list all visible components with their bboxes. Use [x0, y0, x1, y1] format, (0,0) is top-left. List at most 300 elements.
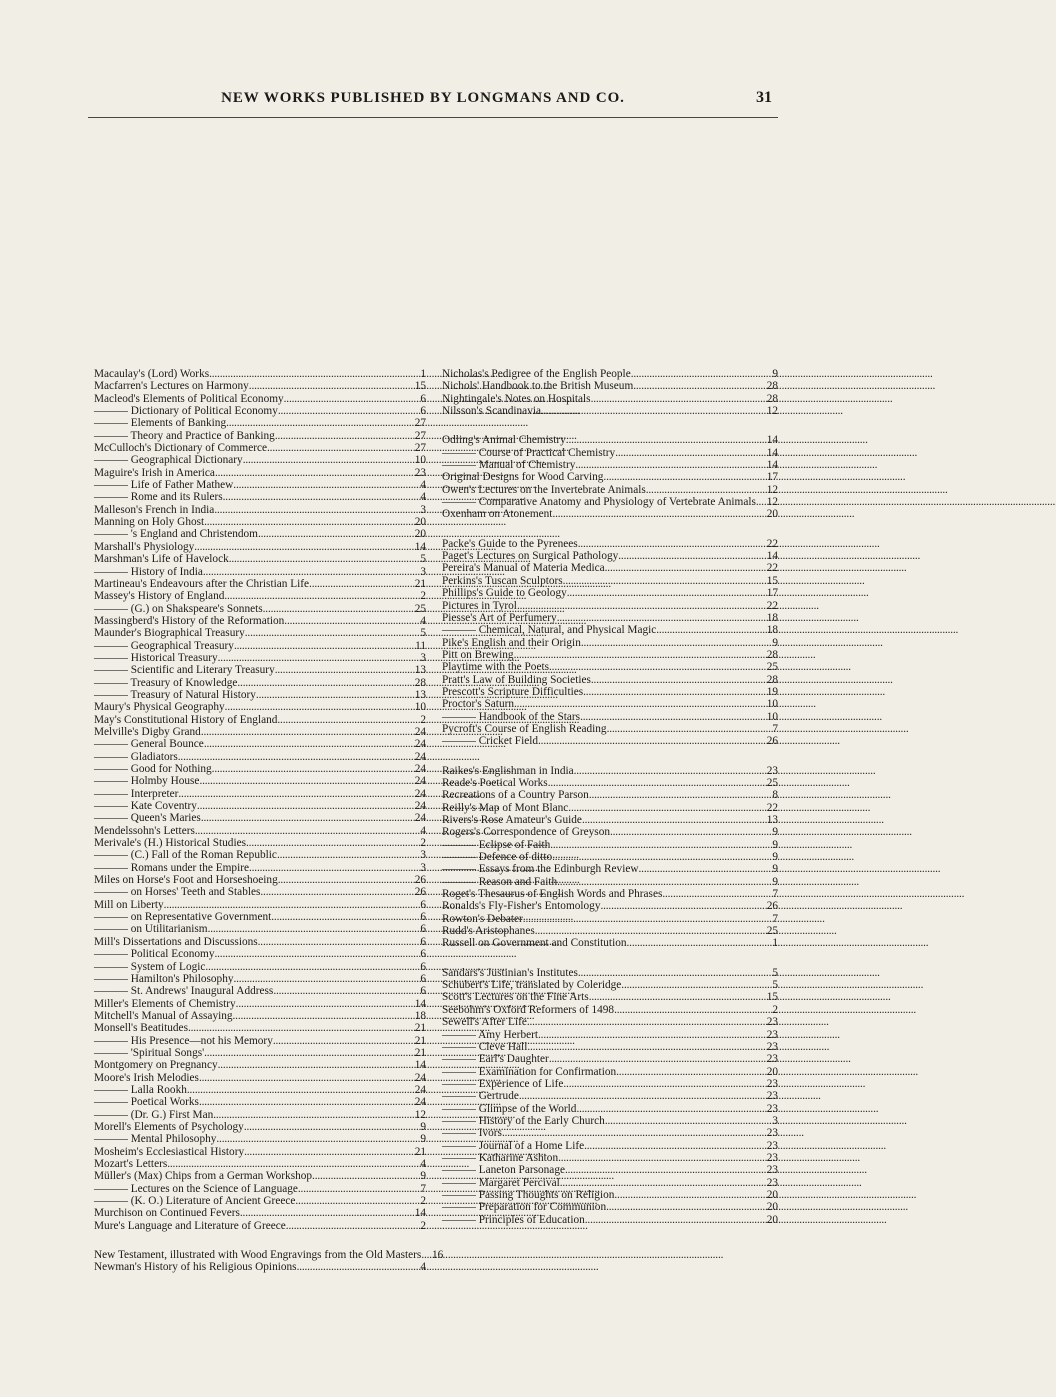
leader-dots — [568, 802, 764, 814]
entry-page-number: 28 — [414, 676, 426, 689]
entry-title: ——— Comparative Anatomy and Physiology of Vertebrate Animals — [442, 496, 756, 509]
index-entry — [94, 961, 426, 973]
leader-dots — [567, 587, 764, 599]
leader-dots — [580, 711, 764, 723]
entry-title: ——— Margaret Percival — [442, 1176, 560, 1189]
entry-page-number: 9 — [420, 1170, 426, 1183]
leader-dots — [519, 1090, 764, 1102]
entry-page-number: 10 — [414, 454, 426, 467]
index-block — [442, 368, 778, 417]
running-title: NEW WORKS PUBLISHED BY LONGMANS AND CO. — [221, 90, 625, 106]
index-entry — [94, 677, 426, 689]
index-entry — [442, 575, 778, 587]
entry-title: ——— 's England and Christendom — [94, 528, 258, 541]
entry-page-number: 21 — [414, 577, 426, 590]
index-entry — [442, 1103, 778, 1115]
index-entry — [442, 496, 778, 508]
entry-page-number: 25 — [766, 776, 778, 789]
entry-page-number: 12 — [414, 1108, 426, 1121]
leader-dots — [263, 603, 412, 615]
leader-dots — [209, 368, 412, 380]
index-entry — [442, 459, 778, 471]
leader-dots — [548, 777, 764, 789]
entry-title: Maguire's Irish in America — [94, 466, 215, 479]
entry-title: ——— History of the Early Church — [442, 1114, 605, 1127]
entry-page-number: 9 — [772, 368, 778, 380]
leader-dots — [589, 991, 764, 1003]
index-entry — [442, 380, 778, 392]
index-block — [94, 368, 426, 1232]
entry-page-number: 10 — [766, 698, 778, 711]
entry-title: ——— Course of Practical Chemistry — [442, 446, 616, 459]
index-entry — [442, 637, 778, 649]
leader-dots — [243, 454, 412, 466]
leader-dots — [297, 1261, 412, 1273]
index-entry — [94, 973, 426, 985]
leader-dots — [195, 825, 412, 837]
leader-dots — [646, 484, 764, 496]
leader-dots — [552, 851, 764, 863]
entry-page-number: 2 — [420, 1195, 426, 1208]
entry-title: ——— Defence of ditto — [442, 851, 553, 864]
entry-page-number: 26 — [414, 874, 426, 887]
index-entry — [442, 1053, 778, 1065]
index-entry — [94, 491, 426, 503]
leader-dots — [621, 979, 764, 991]
leader-dots — [273, 985, 412, 997]
index-entry — [442, 1164, 778, 1176]
entry-title: Maunder's Biographical Treasury — [94, 627, 245, 640]
index-entry — [94, 1158, 426, 1170]
entry-page-number: 12 — [766, 496, 778, 509]
index-entry — [94, 467, 426, 479]
leader-dots — [309, 578, 412, 590]
entry-title: Rudd's Aristophanes — [442, 925, 535, 938]
leader-dots — [565, 1164, 764, 1176]
entry-title: Seebohm's Oxford Reformers of 1498 — [442, 1003, 615, 1016]
index-entry — [442, 368, 778, 380]
leader-dots — [204, 738, 412, 750]
entry-title: ——— Scientific and Literary Treasury — [94, 664, 275, 677]
entry-title: Sewell's After Life — [442, 1016, 527, 1029]
entry-page-number: 23 — [766, 1077, 778, 1090]
entry-title: Perkins's Tuscan Sculptors — [442, 574, 563, 587]
entry-title: Maury's Physical Geography — [94, 701, 225, 714]
index-entry — [94, 1096, 426, 1108]
entry-title: ——— Good for Nothing — [94, 763, 212, 775]
entry-page-number: 23 — [766, 1139, 778, 1152]
entry-title: ——— Theory and Practice of Banking — [94, 429, 275, 442]
entry-title: Paget's Lectures on Surgical Pathology — [442, 550, 619, 563]
leader-dots — [240, 1207, 412, 1219]
leader-dots — [557, 612, 764, 624]
entry-title: Merivale's (H.) Historical Studies — [94, 837, 247, 850]
entry-title: McCulloch's Dictionary of Commerce — [94, 442, 268, 455]
index-entry — [94, 1072, 426, 1084]
leader-dots — [535, 925, 764, 937]
entry-title: ——— Rome and its Rulers — [94, 491, 223, 504]
leader-dots — [600, 900, 764, 912]
entry-title: ——— Chemical, Natural, and Physical Magic — [442, 624, 657, 637]
leader-dots — [566, 434, 764, 446]
entry-page-number: 24 — [414, 1071, 426, 1084]
index-entry — [94, 1170, 426, 1182]
leader-dots — [205, 961, 412, 973]
entry-page-number: 13 — [414, 664, 426, 677]
index-entry — [94, 812, 426, 824]
leader-dots — [591, 393, 764, 405]
entry-page-number: 22 — [766, 562, 778, 575]
entry-title: Nilsson's Scandinavia — [442, 405, 541, 418]
index-entry — [94, 899, 426, 911]
index-entry — [442, 937, 778, 949]
leader-dots — [234, 640, 412, 652]
entry-title: ——— Experience of Life — [442, 1077, 564, 1090]
index-entry — [94, 1010, 426, 1022]
entry-page-number: 6 — [420, 948, 426, 961]
leader-dots — [578, 967, 764, 979]
index-entry — [442, 562, 778, 574]
entry-title: Odling's Animal Chemistry — [442, 434, 566, 447]
leader-dots — [204, 516, 412, 528]
entry-page-number: 24 — [414, 738, 426, 751]
leader-dots — [756, 496, 764, 508]
entry-title: ——— Kate Coventry — [94, 800, 197, 813]
entry-page-number: 10 — [414, 701, 426, 714]
index-entry — [94, 1249, 444, 1262]
index-entry — [442, 777, 778, 789]
index-entry — [94, 652, 426, 664]
entry-title: Miles on Horse's Foot and Horseshoeing — [94, 874, 278, 887]
entry-page-number: 23 — [766, 1016, 778, 1029]
entry-title: ——— Elements of Banking — [94, 417, 227, 430]
entry-title: ——— St. Andrews' Inaugural Address — [94, 985, 274, 998]
entry-title: Phillips's Guide to Geology — [442, 587, 567, 600]
entry-title: May's Constitutional History of England — [94, 713, 278, 726]
index-entry — [94, 701, 426, 713]
index-entry — [94, 479, 426, 491]
index-entry — [442, 1140, 778, 1152]
leader-dots — [199, 1096, 412, 1108]
index-entry — [94, 763, 426, 775]
index-entry — [442, 851, 778, 863]
entry-page-number: 26 — [414, 886, 426, 899]
index-entry — [94, 886, 426, 898]
leader-dots — [286, 1220, 412, 1232]
leader-dots — [538, 1029, 764, 1041]
index-entry — [94, 368, 426, 380]
leader-dots — [582, 814, 764, 826]
index-block — [442, 538, 778, 748]
entry-title: ——— Treasury of Knowledge — [94, 676, 238, 689]
index-entry — [94, 837, 426, 849]
entry-page-number: 26 — [766, 735, 778, 748]
leader-dots — [584, 1140, 764, 1152]
entry-title: Pereira's Manual of Materia Medica — [442, 562, 605, 575]
leader-dots — [199, 1072, 412, 1084]
leader-dots — [552, 508, 764, 520]
entry-page-number: 28 — [766, 673, 778, 686]
leader-dots — [275, 664, 412, 676]
entry-title: ——— Romans under the Empire — [94, 861, 249, 874]
index-block — [94, 1249, 444, 1274]
entry-page-number: 18 — [766, 624, 778, 637]
entry-page-number: 24 — [414, 787, 426, 800]
index-entry — [94, 442, 426, 454]
leader-dots — [271, 911, 412, 923]
entry-page-number: 14 — [766, 459, 778, 472]
index-entry — [442, 1115, 778, 1127]
index-entry — [442, 814, 778, 826]
entry-title: Proctor's Saturn — [442, 698, 515, 711]
entry-title: Piesse's Art of Perfumery — [442, 611, 557, 624]
entry-page-number: 2 — [420, 590, 426, 603]
entry-title: Rivers's Rose Amateur's Guide — [442, 814, 582, 826]
entry-page-number: 6 — [420, 898, 426, 911]
entry-title: ——— Poetical Works — [94, 1096, 199, 1109]
leader-dots — [523, 913, 764, 925]
entry-page-number: 20 — [766, 1188, 778, 1201]
leader-dots — [606, 1201, 764, 1213]
entry-page-number: 23 — [766, 1176, 778, 1189]
entry-page-number: 20 — [766, 1065, 778, 1078]
entry-page-number: 17 — [766, 471, 778, 484]
leader-dots — [312, 1170, 412, 1182]
entry-page-number: 4 — [420, 1261, 426, 1274]
entry-title: Sandars's Justinian's Institutes — [442, 966, 578, 979]
entry-title: Scott's Lectures on the Fine Arts — [442, 991, 589, 1004]
index-entry — [94, 800, 426, 812]
entry-title: ——— (K. O.) Literature of Ancient Greece — [94, 1195, 296, 1208]
entry-title: ——— Mental Philosophy — [94, 1133, 217, 1146]
leader-dots — [616, 1066, 764, 1078]
index-entry — [442, 913, 778, 925]
index-entry — [442, 765, 778, 777]
entry-title: Nichols' Handbook to the British Museum — [442, 380, 634, 393]
entry-title: ——— General Bounce — [94, 738, 204, 751]
entry-title: ——— Principles of Education — [442, 1213, 585, 1226]
index-entry — [94, 1220, 426, 1232]
index-entry — [94, 1261, 426, 1273]
index-entry — [94, 849, 426, 861]
entry-title: Pike's English and their Origin — [442, 636, 581, 649]
entry-title: Nicholas's Pedigree of the English People — [442, 368, 631, 380]
entry-page-number: 25 — [766, 661, 778, 674]
entry-page-number: 9 — [772, 826, 778, 839]
entry-page-number: 23 — [766, 1102, 778, 1115]
entry-page-number: 5 — [772, 979, 778, 992]
entry-title: Rogers's Correspondence of Greyson — [442, 826, 610, 839]
entry-page-number: 9 — [772, 851, 778, 864]
entry-page-number: 3 — [420, 861, 426, 874]
leader-dots — [574, 765, 764, 777]
leader-dots — [187, 1084, 412, 1096]
entry-page-number: 9 — [420, 1120, 426, 1133]
leader-dots — [591, 674, 764, 686]
entry-title: ——— Cricket Field — [442, 735, 539, 748]
leader-dots — [563, 575, 764, 587]
entry-page-number: 5 — [772, 966, 778, 979]
leader-dots — [260, 886, 412, 898]
index-entry — [94, 1195, 426, 1207]
entry-page-number: 4 — [420, 824, 426, 837]
entry-page-number: 25 — [414, 602, 426, 615]
entry-page-number: 24 — [414, 763, 426, 775]
index-entry — [94, 541, 426, 553]
leader-dots — [502, 1127, 764, 1139]
entry-page-number: 17 — [766, 587, 778, 600]
entry-page-number: 23 — [414, 466, 426, 479]
entry-title: Massingberd's History of the Reformation — [94, 614, 285, 627]
index-entry — [442, 900, 778, 912]
leader-dots — [527, 1016, 764, 1028]
index-column-left — [94, 368, 444, 1291]
entry-title: Macfarren's Lectures on Harmony — [94, 380, 249, 393]
index-entry — [442, 649, 778, 661]
index-entry — [442, 405, 778, 417]
index-entry — [94, 405, 426, 417]
leader-dots — [212, 763, 412, 775]
index-entry — [94, 553, 426, 565]
index-entry — [94, 430, 426, 442]
leader-dots — [233, 479, 412, 491]
entry-page-number: 3 — [772, 1114, 778, 1127]
entry-page-number: 4 — [420, 614, 426, 627]
leader-dots — [258, 528, 412, 540]
leader-dots — [627, 937, 764, 949]
index-entry — [442, 698, 778, 710]
index-entry — [442, 587, 778, 599]
entry-page-number: 26 — [766, 900, 778, 913]
index-entry — [94, 936, 426, 948]
leader-dots — [614, 1004, 764, 1016]
entry-title: Moore's Irish Melodies — [94, 1071, 199, 1084]
entry-title: Playtime with the Poets — [442, 661, 550, 674]
leader-dots — [224, 590, 412, 602]
leader-dots — [277, 714, 412, 726]
entry-page-number: 9 — [772, 875, 778, 888]
entry-page-number: 23 — [766, 1028, 778, 1041]
entry-page-number: 7 — [420, 1182, 426, 1195]
entry-page-number: 24 — [414, 750, 426, 763]
index-entry — [442, 508, 778, 520]
entry-page-number: 14 — [766, 434, 778, 447]
leader-dots — [656, 624, 764, 636]
index-entry — [94, 998, 426, 1010]
entry-title: Reilly's Map of Mont Blanc — [442, 801, 569, 814]
index-entry — [94, 738, 426, 750]
entry-page-number: 7 — [772, 912, 778, 925]
leader-dots — [218, 652, 412, 664]
entry-title: ——— System of Logic — [94, 960, 206, 973]
entry-title: ——— Life of Father Mathew — [94, 479, 234, 492]
entry-page-number: 15 — [766, 991, 778, 1004]
index-entry — [442, 826, 778, 838]
entry-title: ——— Lectures on the Science of Language — [94, 1182, 298, 1195]
entry-title: ——— Geographical Dictionary — [94, 454, 243, 467]
entry-page-number: 8 — [772, 789, 778, 802]
index-column-right — [442, 368, 778, 1243]
entry-title: ——— Earl's Daughter — [442, 1053, 549, 1066]
entry-title: Nightingale's Notes on Hospitals — [442, 392, 591, 405]
leader-dots — [229, 553, 412, 565]
entry-page-number: 20 — [414, 516, 426, 529]
entry-title: ——— His Presence—not his Memory — [94, 1034, 273, 1047]
leader-dots — [275, 430, 412, 442]
entry-page-number: 3 — [420, 651, 426, 664]
entry-page-number: 9 — [772, 838, 778, 851]
index-entry — [94, 528, 426, 540]
index-entry — [442, 661, 778, 673]
entry-page-number: 1 — [420, 368, 426, 380]
leader-dots — [164, 899, 412, 911]
entry-page-number: 22 — [766, 599, 778, 612]
index-entry — [94, 504, 426, 516]
entry-page-number: 24 — [414, 775, 426, 788]
index-entry — [442, 447, 778, 459]
entry-page-number: 18 — [414, 1009, 426, 1022]
entry-title: ——— Holmby House — [94, 775, 200, 788]
entry-page-number: 23 — [766, 1127, 778, 1140]
leader-dots — [199, 775, 412, 787]
entry-page-number: 23 — [766, 1090, 778, 1103]
index-entry — [94, 1133, 426, 1145]
entry-page-number: 14 — [414, 540, 426, 553]
entry-title: Marshall's Physiology — [94, 540, 195, 553]
entry-page-number: 20 — [766, 508, 778, 521]
entry-title: Monsell's Beatitudes — [94, 1022, 188, 1035]
entry-page-number: 3 — [420, 565, 426, 578]
leader-dots — [514, 698, 764, 710]
entry-page-number: 14 — [414, 997, 426, 1010]
index-entry — [442, 434, 778, 446]
index-entry — [442, 1004, 778, 1016]
leader-dots — [208, 923, 412, 935]
leader-dots — [605, 1115, 764, 1127]
entry-title: ——— (Dr. G.) First Man — [94, 1108, 214, 1121]
entry-title: ——— Hamilton's Philosophy — [94, 972, 234, 985]
leader-dots — [201, 726, 412, 738]
leader-dots — [194, 541, 412, 553]
entry-title: ——— Preparation for Communion — [442, 1201, 607, 1214]
index-entry — [94, 948, 426, 960]
leader-dots — [633, 380, 764, 392]
index-entry — [442, 1214, 778, 1226]
entry-page-number: 27 — [414, 429, 426, 442]
entry-title: Ronalds's Fly-Fisher's Entomology — [442, 900, 601, 913]
entry-title: Pitt on Brewing — [442, 648, 514, 661]
entry-title: Russell on Government and Constitution — [442, 937, 627, 950]
leader-dots — [639, 863, 764, 875]
entry-page-number: 9 — [772, 863, 778, 876]
entry-title: Manning on Holy Ghost — [94, 516, 205, 529]
entry-title: Mozart's Letters — [94, 1158, 168, 1170]
leader-dots — [237, 677, 412, 689]
index-entry — [94, 640, 426, 652]
entry-page-number: 15 — [766, 574, 778, 587]
leader-dots — [549, 661, 764, 673]
page-number: 31 — [756, 89, 772, 106]
index-entry — [94, 516, 426, 528]
leader-dots — [589, 789, 764, 801]
entry-page-number: 6 — [420, 985, 426, 998]
index-entry — [94, 566, 426, 578]
entry-title: Marshman's Life of Havelock — [94, 553, 229, 566]
entry-title: ——— Passing Thoughts on Religion — [442, 1188, 615, 1201]
entry-title: ——— Journal of a Home Life — [442, 1139, 585, 1152]
index-entry — [94, 393, 426, 405]
entry-title: Oxenham on Atonement — [442, 508, 553, 521]
